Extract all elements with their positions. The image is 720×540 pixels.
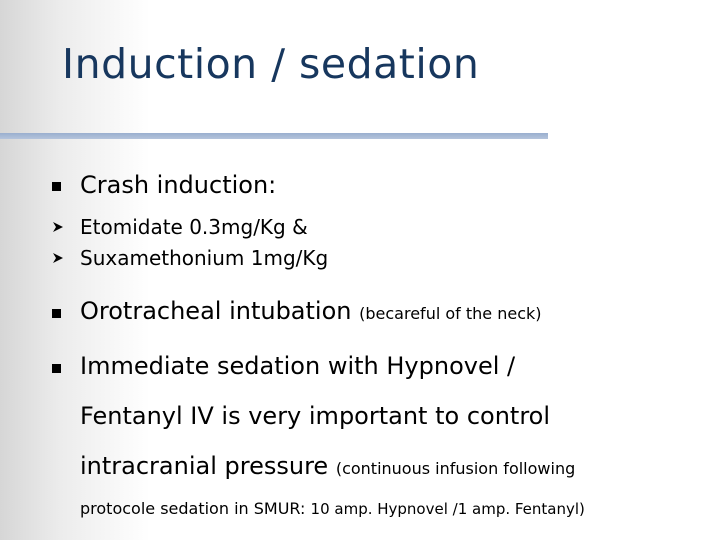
- continuation-line-3-note: 10 amp. Hypnovel /1 amp. Fentanyl): [310, 500, 585, 518]
- bullet-crash-induction: Crash induction:: [80, 171, 277, 199]
- continuation-line-2-note: (continuous infusion following: [335, 459, 576, 478]
- bullet-orotracheal-text: Orotracheal intubation: [80, 297, 352, 325]
- slide-title: Induction / sedation: [62, 40, 480, 88]
- continuation-line-2: [80, 451, 575, 484]
- continuation-line-2-main: intracranial pressure: [80, 452, 329, 480]
- title-underline-rule: [0, 133, 548, 139]
- continuation-line-1: Fentanyl IV is very important to control: [80, 402, 551, 430]
- bullet-immediate-sedation: Immediate sedation with Hypnovel /: [80, 352, 516, 380]
- arrow-bullet-icon: [52, 252, 64, 264]
- bullet-orotracheal-intubation: [80, 296, 542, 329]
- square-bullet-icon: [52, 182, 61, 191]
- bullet-orotracheal-note: (becareful of the neck): [359, 304, 542, 323]
- continuation-line-3-main: protocole sedation in SMUR:: [80, 499, 306, 518]
- square-bullet-icon: [52, 364, 61, 373]
- arrow-bullet-icon: [52, 221, 64, 233]
- square-bullet-icon: [52, 309, 61, 318]
- sub-bullet-suxamethonium: Suxamethonium 1mg/Kg: [80, 246, 329, 270]
- sub-bullet-etomidate: Etomidate 0.3mg/Kg &: [80, 215, 308, 239]
- continuation-line-3: [80, 494, 585, 524]
